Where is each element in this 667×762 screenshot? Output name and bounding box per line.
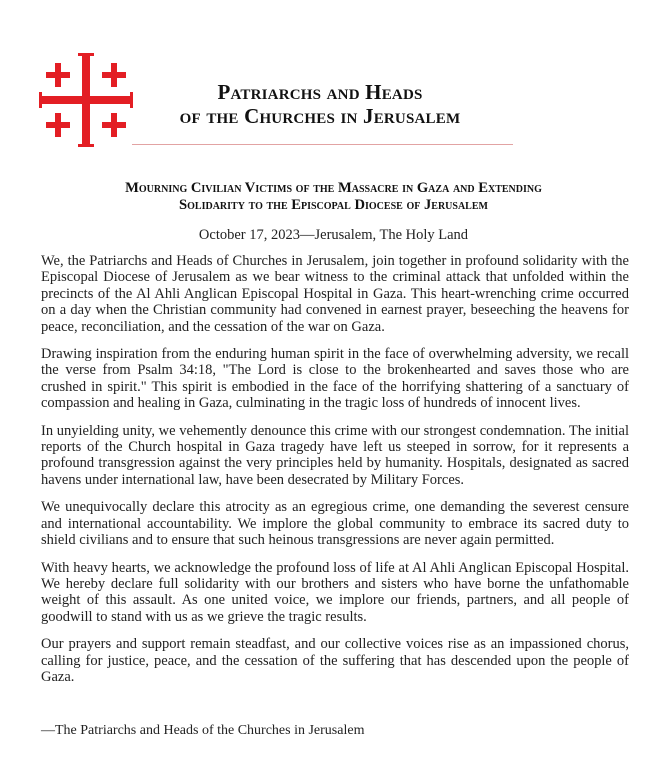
paragraph: Our prayers and support remain steadfast, and our collective voices rise as an impassioned chorus, calling for justice, peace, and the cessation of the suffering that has descended upon the people of Gaza. (41, 636, 629, 685)
paragraph: We unequivocally declare this atrocity as an egregious crime, one demanding the severest censure and international accountability. We implore the global community to embrace its sacred duty to shield civilians and to ensure that such heinous transgressions are never again permitted. (41, 499, 629, 549)
document-title (20, 180, 647, 214)
paragraph: We, the Patriarchs and Heads of Churches in Jerusalem, join together in profound solidarity with the Episcopal Diocese of Jerusalem as we bear witness to the criminal attack that unfolded within the precincts of the Al Ahli Anglican Episcopal Hospital in Gaza. This heart-wrenching crime occurred on a day when the Christian community had convened in earnest prayer, beseeching the heavens for peace, reconciliation, and the cessation of the war on Gaza. (41, 253, 629, 335)
signature: —The Patriarchs and Heads of the Churches in Jerusalem (41, 723, 365, 738)
organization-name (160, 80, 480, 128)
letterhead (0, 0, 667, 160)
letterhead-divider (132, 144, 513, 145)
paragraph: In unyielding unity, we vehemently denounce this crime with our strongest condemnation. The initial reports of the Church hospital in Gaza tragedy have left us steeped in sorrow, for it represents a profound transgression against the very principles held by humanity. Hospitals, designated as sacred havens under international law, have been desecrated by Military Forces. (41, 422, 629, 488)
document-title-line-2: Solidarity to the Episcopal Diocese of Jerusalem (179, 197, 488, 213)
organization-name-line-1: Patriarchs and Heads (217, 80, 423, 104)
document-title-line-1: Mourning Civilian Victims of the Massacre in Gaza and Extending (125, 180, 542, 196)
paragraph: With heavy hearts, we acknowledge the profound loss of life at Al Ahli Anglican Episcopal Hospital. We hereby declare full solidarity with our brothers and sisters who have borne the unfathomable weight of this assault. As one united voice, we implore our friends, partners, and all people of goodwill to stand with us as we grieve the tragic results. (41, 559, 629, 625)
jerusalem-cross-icon (38, 52, 134, 148)
document-body (41, 253, 629, 696)
paragraph: Drawing inspiration from the enduring human spirit in the face of overwhelming adversity, we recall the verse from Psalm 34:18, "The Lord is close to the brokenhearted and saves those who are crushed in spirit." This spirit is embodied in the face of the horrifying shattering of a sanctuary of compassion and healing in Gaza, culminating in the tragic loss of hundreds of innocent lives. (41, 346, 629, 412)
organization-name-line-2: of the Churches in Jerusalem (179, 104, 461, 128)
dateline: October 17, 2023—Jerusalem, The Holy Land (198, 227, 469, 243)
